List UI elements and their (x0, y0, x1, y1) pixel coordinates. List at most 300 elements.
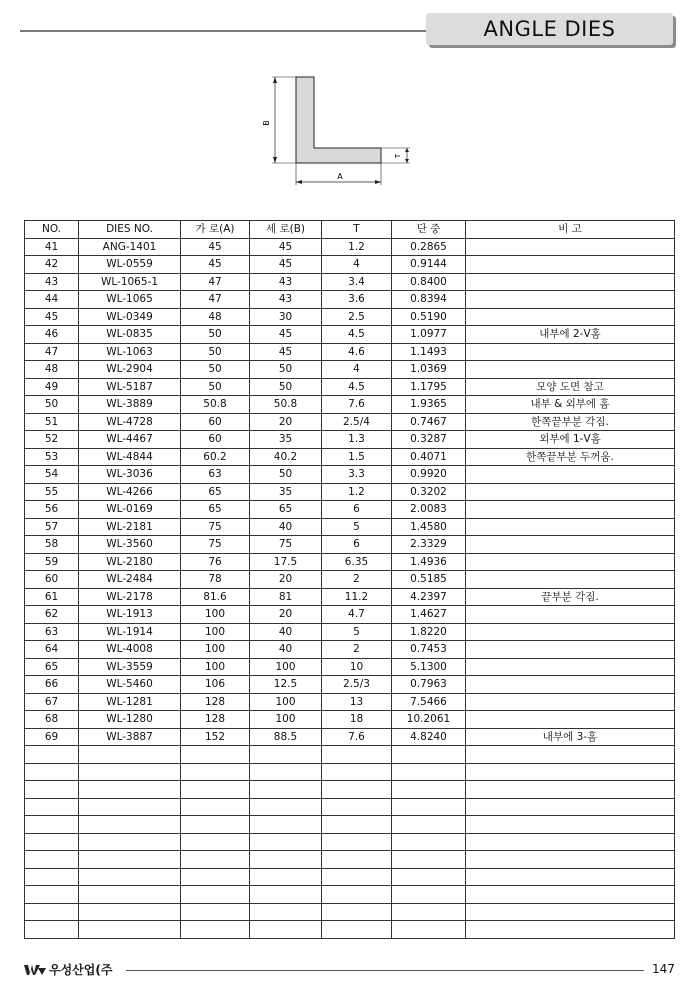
cell-width-a (181, 816, 250, 834)
cell-height-b (250, 851, 322, 869)
cell-unit-weight: 1.0977 (392, 326, 466, 344)
cell-dies-no (79, 903, 181, 921)
cell-width-a (181, 833, 250, 851)
cell-thickness-t: 1.3 (322, 431, 392, 449)
label-b: B (262, 120, 271, 126)
cell-thickness-t: 2.5/4 (322, 413, 392, 431)
table-row (25, 553, 675, 571)
cell-height-b: 81 (250, 588, 322, 606)
cell-height-b: 45 (250, 326, 322, 344)
cell-dies-no: WL-0349 (79, 308, 181, 326)
cell-no: 47 (25, 343, 79, 361)
cell-unit-weight: 4.8240 (392, 728, 466, 746)
table-row (25, 833, 675, 851)
cell-dies-no: WL-0835 (79, 326, 181, 344)
cell-remarks (466, 658, 675, 676)
cell-width-a: 48 (181, 308, 250, 326)
cell-thickness-t: 6 (322, 501, 392, 519)
table-row (25, 238, 675, 256)
cell-remarks (466, 606, 675, 624)
cell-width-a (181, 868, 250, 886)
table-row (25, 746, 675, 764)
cell-dies-no: WL-3887 (79, 728, 181, 746)
cell-thickness-t: 4.5 (322, 326, 392, 344)
cell-thickness-t (322, 816, 392, 834)
cell-no (25, 851, 79, 869)
cell-thickness-t: 3.3 (322, 466, 392, 484)
cell-thickness-t: 2 (322, 641, 392, 659)
cell-dies-no (79, 851, 181, 869)
cell-thickness-t (322, 763, 392, 781)
table-row (25, 711, 675, 729)
cell-no (25, 921, 79, 939)
cell-remarks: 한쪽끝부분 두꺼움. (466, 448, 675, 466)
cell-dies-no: WL-1914 (79, 623, 181, 641)
cell-width-a: 60 (181, 413, 250, 431)
cell-width-a: 100 (181, 606, 250, 624)
cell-width-a: 100 (181, 623, 250, 641)
cell-remarks (466, 641, 675, 659)
cell-width-a (181, 781, 250, 799)
cell-height-b: 75 (250, 536, 322, 554)
cell-unit-weight: 4.2397 (392, 588, 466, 606)
cell-height-b: 50 (250, 361, 322, 379)
cell-remarks (466, 676, 675, 694)
cell-unit-weight: 1.4936 (392, 553, 466, 571)
cell-height-b: 20 (250, 571, 322, 589)
cell-remarks (466, 571, 675, 589)
cell-dies-no: WL-3560 (79, 536, 181, 554)
cell-no (25, 868, 79, 886)
cell-width-a: 78 (181, 571, 250, 589)
table-row (25, 396, 675, 414)
cell-no: 51 (25, 413, 79, 431)
cell-width-a: 50 (181, 378, 250, 396)
cell-width-a: 100 (181, 641, 250, 659)
cell-unit-weight (392, 903, 466, 921)
cell-thickness-t: 2.5 (322, 308, 392, 326)
cell-height-b (250, 868, 322, 886)
company-logo-icon (24, 964, 46, 976)
cell-width-a: 75 (181, 518, 250, 536)
cell-thickness-t: 4.5 (322, 378, 392, 396)
cell-height-b: 45 (250, 238, 322, 256)
cell-remarks: 내부에 3-홈 (466, 728, 675, 746)
cell-width-a: 50 (181, 326, 250, 344)
cell-height-b: 40.2 (250, 448, 322, 466)
cell-thickness-t (322, 868, 392, 886)
cell-unit-weight (392, 921, 466, 939)
cell-remarks (466, 868, 675, 886)
table-row (25, 343, 675, 361)
cell-remarks (466, 851, 675, 869)
cell-height-b: 40 (250, 623, 322, 641)
angle-profile-shape (296, 77, 381, 163)
cell-height-b: 50.8 (250, 396, 322, 414)
cell-remarks (466, 746, 675, 764)
cell-no: 69 (25, 728, 79, 746)
angle-profile-diagram (258, 68, 418, 188)
cell-width-a: 81.6 (181, 588, 250, 606)
cell-height-b: 35 (250, 483, 322, 501)
cell-thickness-t: 4 (322, 361, 392, 379)
cell-unit-weight: 1.9365 (392, 396, 466, 414)
cell-remarks (466, 903, 675, 921)
cell-unit-weight: 2.0083 (392, 501, 466, 519)
table-row (25, 606, 675, 624)
table-row (25, 798, 675, 816)
cell-width-a (181, 851, 250, 869)
cell-remarks (466, 501, 675, 519)
cell-height-b (250, 921, 322, 939)
cell-no (25, 816, 79, 834)
cell-dies-no (79, 868, 181, 886)
table-row (25, 291, 675, 309)
cell-remarks: 내부 & 외부에 홈 (466, 396, 675, 414)
cell-width-a: 75 (181, 536, 250, 554)
table-row (25, 518, 675, 536)
table-row (25, 641, 675, 659)
cell-remarks (466, 833, 675, 851)
cell-dies-no: WL-1065-1 (79, 273, 181, 291)
cell-remarks (466, 483, 675, 501)
cell-dies-no: WL-2484 (79, 571, 181, 589)
cell-no: 56 (25, 501, 79, 519)
cell-dies-no (79, 798, 181, 816)
cell-dies-no: WL-4728 (79, 413, 181, 431)
cell-height-b: 20 (250, 606, 322, 624)
cell-unit-weight (392, 781, 466, 799)
cell-no (25, 903, 79, 921)
cell-thickness-t: 3.6 (322, 291, 392, 309)
cell-unit-weight: 1.1493 (392, 343, 466, 361)
cell-no: 58 (25, 536, 79, 554)
cell-thickness-t: 1.2 (322, 483, 392, 501)
table-header-row (25, 221, 675, 239)
cell-unit-weight: 0.2865 (392, 238, 466, 256)
table-row (25, 816, 675, 834)
cell-width-a (181, 886, 250, 904)
footer-rule (126, 970, 644, 971)
cell-unit-weight (392, 868, 466, 886)
cell-height-b: 35 (250, 431, 322, 449)
cell-dies-no: WL-4467 (79, 431, 181, 449)
cell-width-a: 100 (181, 658, 250, 676)
cell-height-b: 50 (250, 378, 322, 396)
cell-remarks: 끝부분 각짐. (466, 588, 675, 606)
cell-thickness-t: 1.5 (322, 448, 392, 466)
cell-remarks (466, 886, 675, 904)
cell-dies-no: WL-0559 (79, 256, 181, 274)
cell-no: 49 (25, 378, 79, 396)
table-row (25, 851, 675, 869)
cell-width-a: 50 (181, 343, 250, 361)
cell-no: 63 (25, 623, 79, 641)
header-thickness-t: T (322, 221, 392, 239)
company-name: 우성산업(주 (49, 963, 113, 977)
cell-dies-no: WL-4008 (79, 641, 181, 659)
table-row (25, 448, 675, 466)
cell-unit-weight: 0.3202 (392, 483, 466, 501)
cell-thickness-t: 4 (322, 256, 392, 274)
cell-height-b: 88.5 (250, 728, 322, 746)
table-body (25, 238, 675, 938)
cell-width-a: 106 (181, 676, 250, 694)
cell-remarks (466, 763, 675, 781)
table-row (25, 868, 675, 886)
header-height-b: 세 로(B) (250, 221, 322, 239)
cell-unit-weight (392, 851, 466, 869)
cell-dies-no (79, 816, 181, 834)
table-row (25, 413, 675, 431)
cell-unit-weight: 2.3329 (392, 536, 466, 554)
cell-dies-no: WL-1280 (79, 711, 181, 729)
cell-unit-weight: 0.5190 (392, 308, 466, 326)
cell-dies-no: WL-4266 (79, 483, 181, 501)
header-rule (20, 30, 430, 32)
table-row (25, 536, 675, 554)
cell-height-b: 43 (250, 273, 322, 291)
cell-dies-no: WL-4844 (79, 448, 181, 466)
cell-no (25, 763, 79, 781)
cell-thickness-t: 2.5/3 (322, 676, 392, 694)
cell-remarks (466, 466, 675, 484)
cell-no: 61 (25, 588, 79, 606)
cell-height-b: 65 (250, 501, 322, 519)
cell-thickness-t (322, 781, 392, 799)
header-width-a: 가 로(A) (181, 221, 250, 239)
cell-unit-weight: 0.8394 (392, 291, 466, 309)
cell-dies-no: WL-2180 (79, 553, 181, 571)
cell-no: 52 (25, 431, 79, 449)
cell-remarks (466, 693, 675, 711)
cell-thickness-t (322, 798, 392, 816)
cell-thickness-t: 4.6 (322, 343, 392, 361)
cell-height-b (250, 886, 322, 904)
cell-width-a: 60 (181, 431, 250, 449)
cell-width-a: 50 (181, 361, 250, 379)
cell-thickness-t (322, 921, 392, 939)
cell-remarks (466, 308, 675, 326)
table-row (25, 658, 675, 676)
cell-dies-no: WL-3036 (79, 466, 181, 484)
label-t: T (394, 153, 402, 159)
cell-dies-no (79, 886, 181, 904)
table-row (25, 921, 675, 939)
table-row (25, 623, 675, 641)
table-row (25, 763, 675, 781)
cell-thickness-t: 7.6 (322, 396, 392, 414)
cell-height-b: 45 (250, 343, 322, 361)
cell-thickness-t: 7.6 (322, 728, 392, 746)
page-number: 147 (652, 962, 675, 976)
cell-thickness-t: 1.2 (322, 238, 392, 256)
cell-unit-weight: 1.8220 (392, 623, 466, 641)
header-remarks: 비 고 (466, 221, 675, 239)
cell-height-b: 100 (250, 693, 322, 711)
cell-no: 66 (25, 676, 79, 694)
table-row (25, 378, 675, 396)
cell-width-a: 47 (181, 273, 250, 291)
cell-thickness-t: 5 (322, 518, 392, 536)
cell-width-a: 152 (181, 728, 250, 746)
cell-remarks: 내부에 2-V홈 (466, 326, 675, 344)
cell-remarks (466, 798, 675, 816)
cell-dies-no: WL-1065 (79, 291, 181, 309)
cell-no (25, 886, 79, 904)
cell-no: 60 (25, 571, 79, 589)
table-row (25, 273, 675, 291)
cell-unit-weight: 0.7467 (392, 413, 466, 431)
cell-unit-weight: 1.4580 (392, 518, 466, 536)
cell-thickness-t: 13 (322, 693, 392, 711)
cell-no: 44 (25, 291, 79, 309)
cell-dies-no: WL-2181 (79, 518, 181, 536)
cell-remarks (466, 536, 675, 554)
cell-width-a: 45 (181, 256, 250, 274)
cell-height-b (250, 798, 322, 816)
cell-no: 55 (25, 483, 79, 501)
cell-dies-no: WL-1063 (79, 343, 181, 361)
cell-unit-weight: 1.4627 (392, 606, 466, 624)
cell-thickness-t (322, 903, 392, 921)
table-row (25, 693, 675, 711)
table-row (25, 903, 675, 921)
cell-remarks: 한쪽끝부분 각짐. (466, 413, 675, 431)
cell-remarks (466, 921, 675, 939)
cell-width-a: 128 (181, 693, 250, 711)
cell-dies-no (79, 746, 181, 764)
cell-dies-no: WL-5187 (79, 378, 181, 396)
cell-height-b: 50 (250, 466, 322, 484)
cell-no: 64 (25, 641, 79, 659)
cell-thickness-t (322, 851, 392, 869)
cell-dies-no (79, 763, 181, 781)
cell-remarks (466, 816, 675, 834)
cell-thickness-t: 6.35 (322, 553, 392, 571)
table-row (25, 483, 675, 501)
cell-remarks (466, 343, 675, 361)
cell-dies-no: WL-2904 (79, 361, 181, 379)
cell-unit-weight: 0.5185 (392, 571, 466, 589)
cell-no: 59 (25, 553, 79, 571)
cell-thickness-t (322, 746, 392, 764)
table-row (25, 676, 675, 694)
cell-thickness-t: 3.4 (322, 273, 392, 291)
table-row (25, 326, 675, 344)
cell-height-b: 40 (250, 518, 322, 536)
cell-unit-weight (392, 833, 466, 851)
cell-remarks: 모양 도면 참고 (466, 378, 675, 396)
cell-thickness-t: 18 (322, 711, 392, 729)
cell-unit-weight: 5.1300 (392, 658, 466, 676)
cell-unit-weight: 0.8400 (392, 273, 466, 291)
cell-unit-weight: 1.1795 (392, 378, 466, 396)
cell-dies-no: WL-5460 (79, 676, 181, 694)
table-row (25, 728, 675, 746)
cell-thickness-t: 11.2 (322, 588, 392, 606)
cell-no: 65 (25, 658, 79, 676)
cell-height-b: 12.5 (250, 676, 322, 694)
cell-unit-weight: 0.9144 (392, 256, 466, 274)
cell-height-b (250, 763, 322, 781)
cell-unit-weight (392, 816, 466, 834)
cell-unit-weight (392, 886, 466, 904)
cell-width-a (181, 763, 250, 781)
table-row (25, 256, 675, 274)
label-a: A (337, 172, 343, 181)
cell-dies-no: ANG-1401 (79, 238, 181, 256)
table-row (25, 781, 675, 799)
cell-height-b: 40 (250, 641, 322, 659)
cell-width-a: 47 (181, 291, 250, 309)
cell-no: 43 (25, 273, 79, 291)
cell-width-a (181, 921, 250, 939)
cell-thickness-t (322, 886, 392, 904)
cell-width-a: 50.8 (181, 396, 250, 414)
angle-dies-table (24, 220, 675, 939)
cell-remarks (466, 238, 675, 256)
cell-no: 41 (25, 238, 79, 256)
cell-width-a: 45 (181, 238, 250, 256)
cell-height-b (250, 903, 322, 921)
cell-height-b: 45 (250, 256, 322, 274)
cell-thickness-t: 2 (322, 571, 392, 589)
cell-no: 54 (25, 466, 79, 484)
cell-no: 42 (25, 256, 79, 274)
cell-no (25, 781, 79, 799)
cell-dies-no: WL-3559 (79, 658, 181, 676)
cell-remarks (466, 623, 675, 641)
cell-remarks (466, 518, 675, 536)
header-dies-no: DIES NO. (79, 221, 181, 239)
cell-unit-weight: 7.5466 (392, 693, 466, 711)
cell-remarks: 외부에 1-V홈 (466, 431, 675, 449)
cell-width-a (181, 903, 250, 921)
cell-width-a: 76 (181, 553, 250, 571)
cell-no: 45 (25, 308, 79, 326)
cell-thickness-t (322, 833, 392, 851)
cell-thickness-t: 4.7 (322, 606, 392, 624)
cell-width-a: 65 (181, 483, 250, 501)
cell-height-b (250, 781, 322, 799)
cell-width-a (181, 746, 250, 764)
cell-width-a: 63 (181, 466, 250, 484)
cell-dies-no (79, 781, 181, 799)
cell-height-b: 100 (250, 658, 322, 676)
cell-dies-no (79, 921, 181, 939)
cell-no: 68 (25, 711, 79, 729)
cell-dies-no: WL-2178 (79, 588, 181, 606)
cell-unit-weight: 0.4071 (392, 448, 466, 466)
cell-remarks (466, 711, 675, 729)
cell-remarks (466, 361, 675, 379)
cell-height-b: 20 (250, 413, 322, 431)
table-row (25, 466, 675, 484)
cell-dies-no: WL-3889 (79, 396, 181, 414)
cell-dies-no: WL-0169 (79, 501, 181, 519)
header-no: NO. (25, 221, 79, 239)
cell-height-b (250, 833, 322, 851)
cell-no: 53 (25, 448, 79, 466)
cell-dies-no (79, 833, 181, 851)
cell-thickness-t: 5 (322, 623, 392, 641)
table-row (25, 501, 675, 519)
cell-unit-weight: 0.9920 (392, 466, 466, 484)
cell-width-a: 65 (181, 501, 250, 519)
table-row (25, 571, 675, 589)
cell-dies-no: WL-1281 (79, 693, 181, 711)
